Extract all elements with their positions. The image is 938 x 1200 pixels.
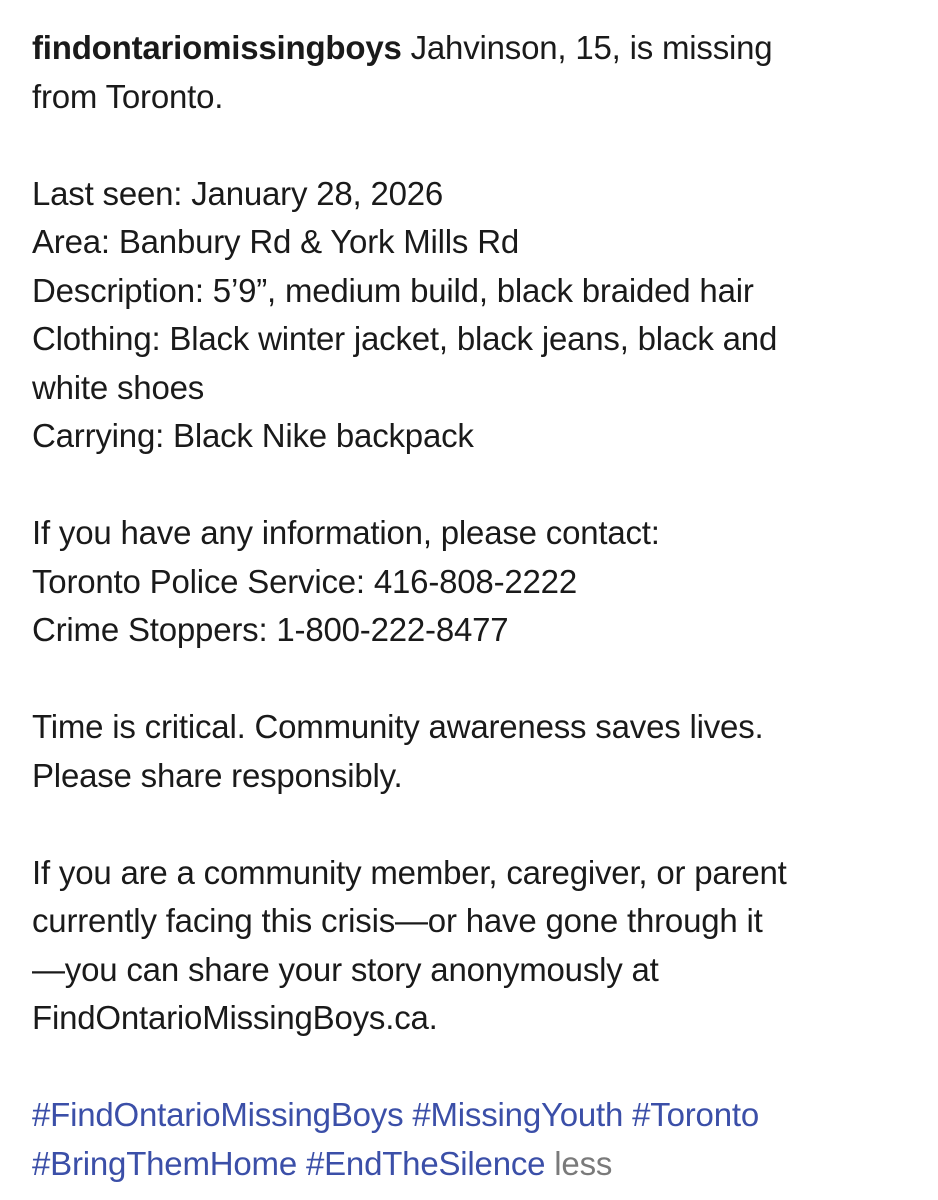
clothing-2: white shoes: [32, 368, 205, 406]
area: Area: Banbury Rd & York Mills Rd: [32, 223, 519, 260]
hashtag-link[interactable]: #BringThemHome: [32, 1144, 297, 1182]
hashtag-link[interactable]: #EndTheSilence: [305, 1144, 546, 1182]
contact-intro: If you have any information, please contact:: [32, 514, 660, 551]
last-seen: Last seen: January 28, 2026: [32, 174, 444, 212]
spacer: [32, 1043, 912, 1092]
spacer: [32, 121, 912, 170]
username-link[interactable]: findontariomissingboys: [32, 29, 402, 66]
lead-text-1: Jahvinson, 15, is missing: [401, 29, 773, 66]
critical-2: Please share responsibly.: [32, 756, 403, 794]
hashtags-line-2: [32, 1140, 912, 1189]
story-1: If you are a community member, caregiver, or parent: [32, 853, 787, 891]
lead-text-2: from Toronto.: [32, 77, 224, 115]
story-2: currently facing this crisis—or have gone through it: [32, 902, 763, 939]
spacer: [32, 461, 912, 510]
hashtag-link[interactable]: #MissingYouth: [412, 1096, 624, 1133]
story-4: FindOntarioMissingBoys.ca.: [32, 999, 438, 1036]
hashtag-link[interactable]: #Toronto: [632, 1096, 759, 1133]
caption-lead: [32, 24, 912, 73]
hashtags-line-1: [32, 1091, 912, 1140]
story-3: —you can share your story anonymously at: [32, 950, 659, 988]
post-caption: [32, 24, 912, 1188]
spacer: [32, 655, 912, 704]
contact-police: Toronto Police Service: 416-808-2222: [32, 562, 577, 600]
clothing-1: Clothing: Black winter jacket, black jeans, black and: [32, 320, 778, 357]
hashtag-link[interactable]: #FindOntarioMissingBoys: [32, 1096, 404, 1133]
critical-1: Time is critical. Community awareness saves lives.: [32, 708, 764, 745]
less-button[interactable]: less: [554, 1144, 613, 1182]
spacer: [32, 800, 912, 849]
contact-crimestoppers: Crime Stoppers: 1-800-222-8477: [32, 611, 509, 648]
description: Description: 5’9”, medium build, black braided hair: [32, 271, 754, 309]
carrying: Carrying: Black Nike backpack: [32, 417, 474, 454]
